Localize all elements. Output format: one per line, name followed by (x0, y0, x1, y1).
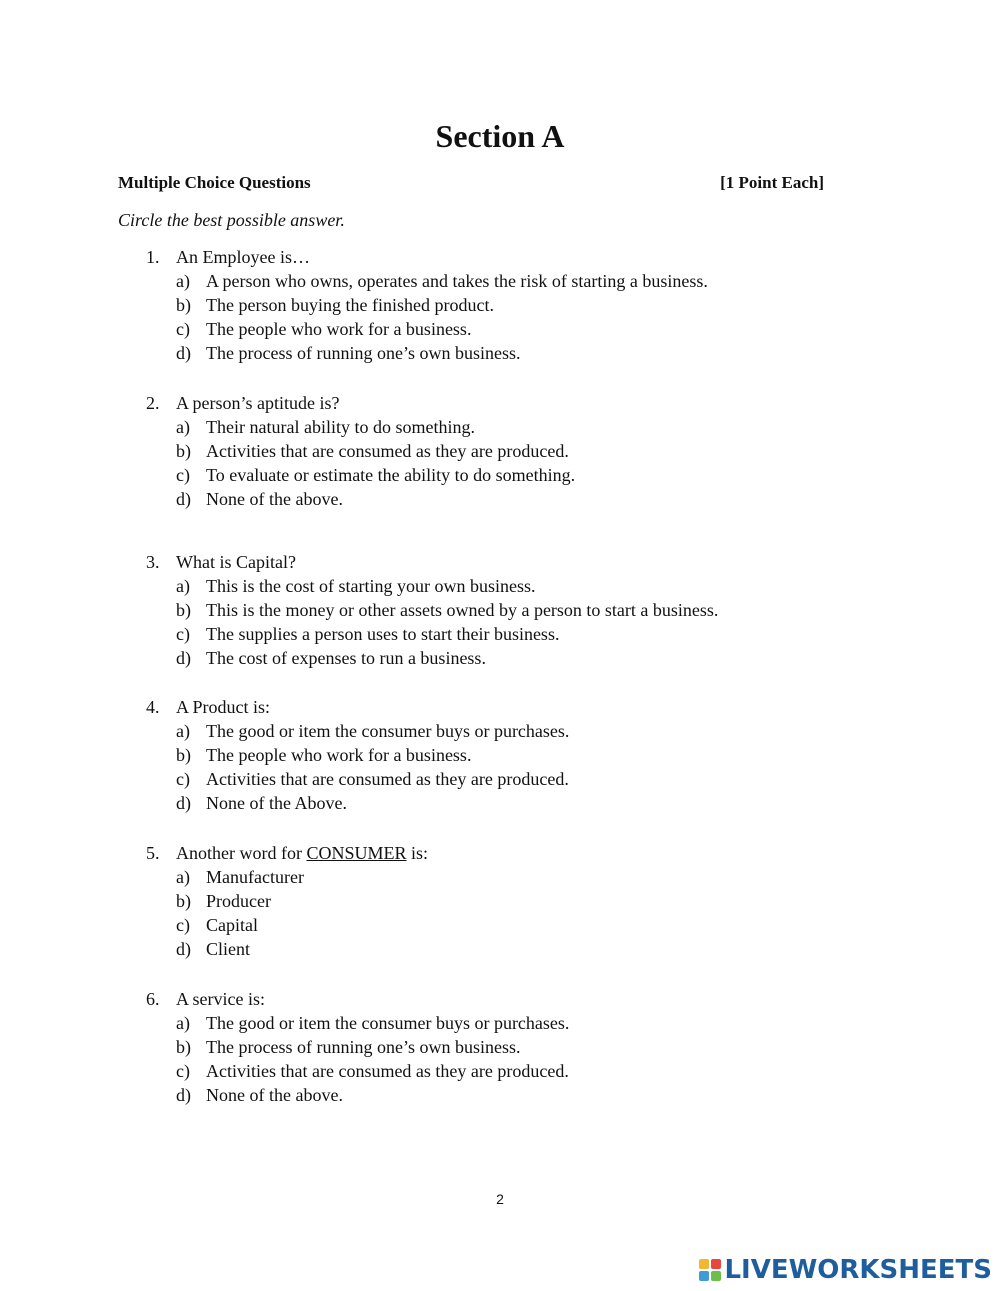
liveworksheets-logo-icon (699, 1259, 721, 1281)
question-text: A person’s aptitude is? (176, 393, 340, 413)
option-letter: c) (176, 1061, 190, 1081)
question-number: 6. (146, 989, 160, 1009)
option-text[interactable]: The supplies a person uses to start their business. (206, 624, 560, 644)
page-title: Section A (435, 118, 565, 154)
question-text (176, 842, 428, 864)
option-text[interactable]: Capital (206, 915, 258, 935)
page-number: 2 (496, 1191, 504, 1207)
option-text[interactable]: A person who owns, operates and takes the risk of starting a business. (206, 271, 708, 291)
option-letter: c) (176, 319, 190, 339)
option-text[interactable]: None of the Above. (206, 793, 347, 813)
option-text[interactable]: The person buying the finished product. (206, 295, 494, 315)
brand-watermark (699, 1255, 992, 1285)
option-letter: a) (176, 867, 190, 887)
question-text: What is Capital? (176, 552, 296, 572)
option-letter: a) (176, 1013, 190, 1033)
section-header-label: Multiple Choice Questions (118, 173, 311, 192)
option-text[interactable]: Activities that are consumed as they are produced. (206, 441, 569, 461)
option-text[interactable]: The people who work for a business. (206, 745, 472, 765)
option-letter: d) (176, 648, 191, 668)
option-text[interactable]: Their natural ability to do something. (206, 417, 475, 437)
option-letter: b) (176, 600, 191, 620)
section-header (118, 172, 824, 194)
option-text[interactable]: The process of running one’s own business. (206, 1037, 521, 1057)
option-letter: a) (176, 271, 190, 291)
question-text-before: Another word for (176, 843, 307, 863)
option-text[interactable]: Activities that are consumed as they are produced. (206, 1061, 569, 1081)
question-number: 4. (146, 697, 160, 717)
option-letter: a) (176, 721, 190, 741)
instruction: Circle the best possible answer. (118, 210, 345, 230)
underlined-term: CONSUMER (306, 843, 407, 863)
brand-name: LIVEWORKSHEETS (724, 1255, 992, 1285)
option-letter: d) (176, 793, 191, 813)
question-text: A Product is: (176, 697, 271, 717)
option-letter: a) (176, 576, 190, 596)
option-text[interactable]: The good or item the consumer buys or purchases. (206, 1013, 570, 1033)
option-text[interactable]: None of the above. (206, 1085, 343, 1105)
option-letter: b) (176, 1037, 191, 1057)
option-text[interactable]: This is the cost of starting your own business. (206, 576, 536, 596)
option-letter: b) (176, 295, 191, 315)
option-text[interactable]: The people who work for a business. (206, 319, 472, 339)
points-label: [1 Point Each] (720, 173, 824, 192)
question-number: 3. (146, 552, 160, 572)
option-letter: b) (176, 745, 191, 765)
option-letter: c) (176, 769, 190, 789)
option-text[interactable]: Manufacturer (206, 867, 304, 887)
option-letter: d) (176, 489, 191, 509)
question-text: A service is: (176, 989, 265, 1009)
option-text[interactable]: Client (206, 939, 250, 959)
question-text-after: is: (406, 843, 429, 863)
option-text[interactable]: Producer (206, 891, 271, 911)
option-text[interactable]: The cost of expenses to run a business. (206, 648, 486, 668)
option-letter: b) (176, 441, 191, 461)
question-number: 1. (146, 247, 160, 267)
option-text[interactable]: The good or item the consumer buys or purchases. (206, 721, 570, 741)
option-text[interactable]: Activities that are consumed as they are produced. (206, 769, 569, 789)
question-text: An Employee is… (176, 247, 310, 267)
option-letter: d) (176, 343, 191, 363)
option-letter: d) (176, 939, 191, 959)
option-text[interactable]: None of the above. (206, 489, 343, 509)
option-text[interactable]: To evaluate or estimate the ability to do something. (206, 465, 576, 485)
option-letter: d) (176, 1085, 191, 1105)
option-letter: b) (176, 891, 191, 911)
option-letter: c) (176, 624, 190, 644)
option-letter: a) (176, 417, 190, 437)
question-number: 5. (146, 843, 160, 863)
option-letter: c) (176, 915, 190, 935)
question-number: 2. (146, 393, 160, 413)
option-letter: c) (176, 465, 190, 485)
option-text[interactable]: The process of running one’s own business. (206, 343, 521, 363)
option-text[interactable]: This is the money or other assets owned by a person to start a business. (206, 600, 719, 620)
